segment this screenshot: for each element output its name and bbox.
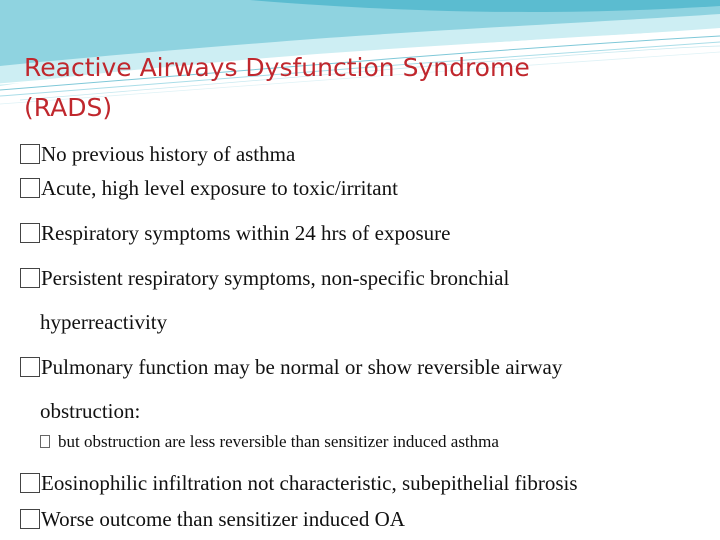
sub-bullet-item: but obstruction are less reversible than sensitizer induced asthma [40,431,499,453]
bullet-item: No previous history of asthma [20,141,295,167]
bullet-box-icon [20,509,40,529]
bullet-box-icon [20,144,40,164]
bullet-box-icon [20,268,40,288]
sub-bullet-box-icon [40,435,50,448]
bullet-box-icon [20,473,40,493]
title-line-1: Reactive Airways Dysfunction Syndrome [24,53,530,82]
bullet-item: Pulmonary function may be normal or show reversible airway [20,354,562,380]
bullet-item: Persistent respiratory symptoms, non-specific bronchial [20,265,509,291]
slide-title [24,48,704,128]
bullet-item: Respiratory symptoms within 24 hrs of exposure [20,220,450,246]
bullet-box-icon [20,223,40,243]
bullet-item: Acute, high level exposure to toxic/irritant [20,175,398,201]
bullet-box-icon [20,357,40,377]
bullet-box-icon [20,178,40,198]
bullet-continuation: obstruction: [40,399,141,423]
bullet-continuation: hyperreactivity [40,310,168,334]
bullet-item: Worse outcome than sensitizer induced OA [20,506,405,532]
title-line-2: (RADS) [24,93,113,122]
bullet-item: Eosinophilic infiltration not characteristic, subepithelial fibrosis [20,470,578,496]
